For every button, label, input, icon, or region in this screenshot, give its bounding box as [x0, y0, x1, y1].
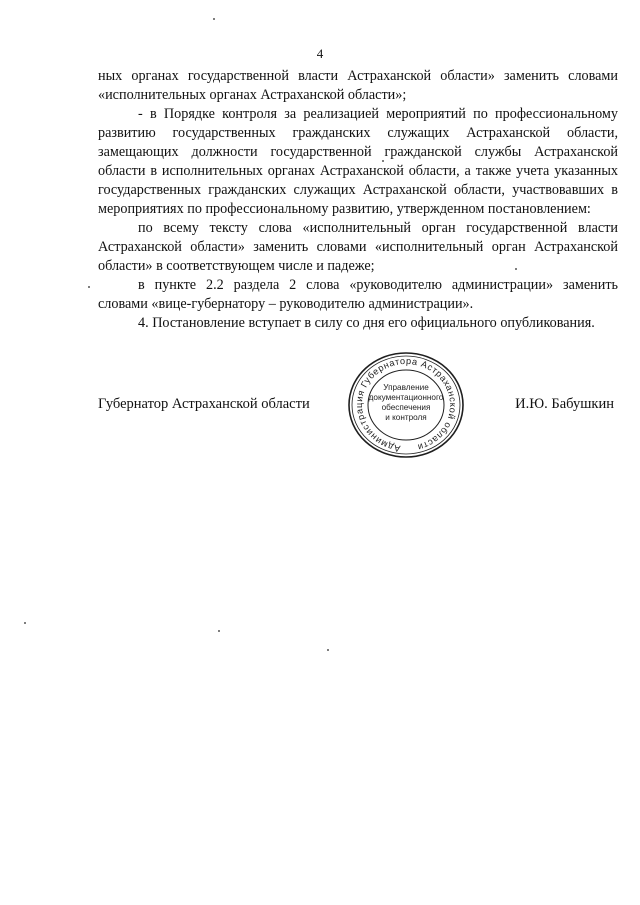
page-number: 4	[316, 46, 324, 61]
signatory-name: И.Ю. Бабушкин	[515, 396, 614, 412]
paragraph-3: по всему тексту слова «исполнительный орган государственной власти Астраханской области» заменить словами «исполнительный орган Астраханской области» в соответствующем числе и падеже;	[98, 220, 618, 274]
scan-speck	[213, 18, 215, 20]
paragraph-2: - в Порядке контроля за реализацией мероприятий по профессиональному развитию государственных гражданских служащих Астраханской области, замещающих должности государственной гражданской службы Астраханской области в исполнительных органах Астраханской области, а также учета указанных государственных гражданских служащих Астраханской области, участвовавших в мероприятиях по профессиональному развитию, утвержденном постановлением:	[98, 106, 618, 217]
stamp-line-1: Управление	[383, 383, 429, 392]
stamp-line-2: документационного	[368, 393, 444, 402]
paragraph-5: 4. Постановление вступает в силу со дня его официального опубликования.	[138, 315, 595, 331]
official-stamp	[343, 350, 469, 460]
signatory-position: Губернатор Астраханской области	[98, 396, 310, 412]
paragraph-1: ных органах государственной власти Астраханской области» заменить словами «исполнительных органах Астраханской области»;	[98, 68, 618, 103]
stamp-line-3: обеспечения	[381, 403, 431, 412]
document-body	[98, 67, 618, 333]
scan-speck	[515, 268, 517, 270]
scan-speck	[382, 160, 384, 162]
scan-speck	[24, 622, 26, 624]
scan-speck	[218, 630, 220, 632]
scan-speck	[327, 649, 329, 651]
scan-speck	[88, 286, 90, 288]
stamp-ring-text: Администрация Губернатора Астраханской области	[353, 355, 459, 454]
stamp-line-4: и контроля	[385, 413, 427, 422]
paragraph-4: в пункте 2.2 раздела 2 слова «руководителю администрации» заменить словами «вице-губернатору – руководителю администрации».	[98, 277, 618, 312]
